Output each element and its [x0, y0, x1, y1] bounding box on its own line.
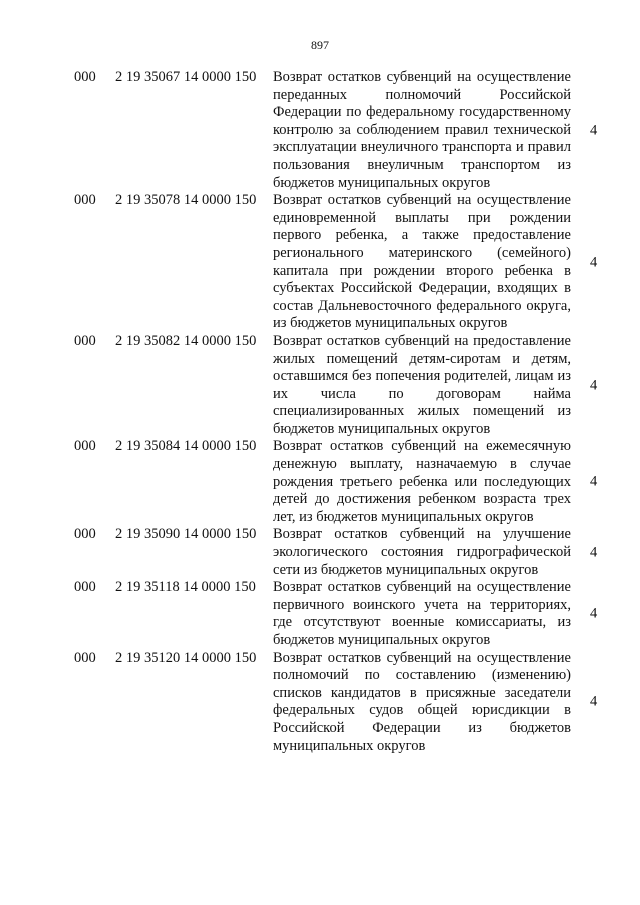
row-value: 4	[590, 605, 598, 622]
admin-code: 000	[74, 526, 96, 543]
row-value: 4	[590, 544, 598, 561]
budget-code-table	[0, 69, 640, 755]
budget-classification-code: 2 19 35078 14 0000 150	[115, 192, 257, 209]
table-row	[0, 438, 640, 526]
row-description: Возврат остатков субвенций на осуществление переданных полномочий Российской Федерации по федеральному государственному контролю за соблюдением правил технической эксплуатации внеуличного транспорта и правил пользования внеуличным транспортом из бюджетов муниципальных округов	[273, 69, 571, 191]
table-row	[0, 650, 640, 756]
table-row	[0, 333, 640, 439]
page-number: 897	[311, 38, 329, 52]
row-description: Возврат остатков субвенций на осуществление полномочий по составлению (изменению) списков кандидатов в присяжные заседатели федеральных судов общей юрисдикции в Российской Федерации из бюджетов муниципальных округов	[273, 649, 571, 754]
budget-classification-code: 2 19 35120 14 0000 150	[115, 649, 257, 666]
row-description: Возврат остатков субвенций на улучшение экологического состояния гидрографической сети из бюджетов муниципальных округов	[273, 526, 571, 578]
row-value: 4	[590, 122, 598, 139]
table-row	[0, 69, 640, 192]
admin-code: 000	[74, 438, 96, 455]
row-description: Возврат остатков субвенций на предоставление жилых помещений детям-сиротам и детям, оставшимся без попечения родителей, лицам из их числа по договорам найма специализированных жилых помещений из бюджетов муниципальных округов	[273, 332, 571, 437]
table-row	[0, 526, 640, 579]
row-value: 4	[590, 377, 598, 394]
admin-code: 000	[74, 69, 96, 85]
row-description: Возврат остатков субвенций на ежемесячную денежную выплату, назначаемую в случае рождения третьего ребенка или последующих детей до достижения ребенком возраста трех лет, из бюджетов муниципальных округов	[273, 438, 571, 525]
admin-code: 000	[74, 192, 96, 209]
row-value: 4	[590, 693, 598, 710]
row-value: 4	[590, 473, 598, 490]
budget-classification-code: 2 19 35090 14 0000 150	[115, 526, 257, 543]
row-value: 4	[590, 254, 598, 271]
table-row	[0, 579, 640, 649]
admin-code: 000	[74, 649, 96, 666]
row-description: Возврат остатков субвенций на осуществление единовременной выплаты при рождении первого ребенка, а также предоставление регионального материнского (семейного) капитала при рождении второго ребенка в субъектах Российской Федерации, входящих в состав Дальневосточного федерального округа, из бюджетов муниципальных округов	[273, 192, 571, 332]
budget-classification-code: 2 19 35084 14 0000 150	[115, 438, 257, 455]
admin-code: 000	[74, 332, 96, 349]
budget-classification-code: 2 19 35082 14 0000 150	[115, 332, 257, 349]
budget-classification-code: 2 19 35118 14 0000 150	[115, 579, 256, 596]
admin-code: 000	[74, 579, 96, 596]
row-description: Возврат остатков субвенций на осуществление первичного воинского учета на территориях, где отсутствуют военные комиссариаты, из бюджетов муниципальных округов	[273, 579, 571, 648]
table-row	[0, 192, 640, 333]
budget-classification-code: 2 19 35067 14 0000 150	[115, 69, 257, 85]
